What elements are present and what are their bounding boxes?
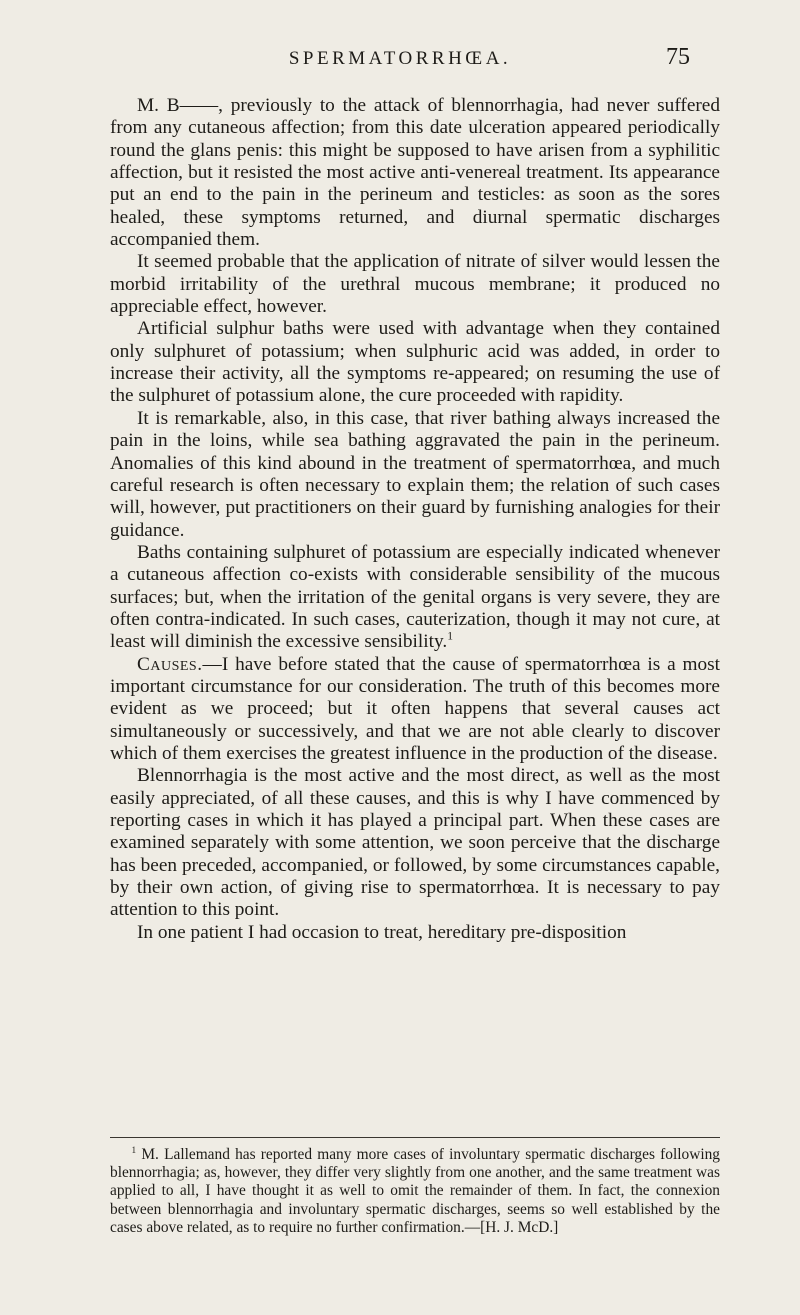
page-header <box>110 44 690 88</box>
running-head: SPERMATORRHŒA. <box>288 48 512 69</box>
footnote-reference: 1 <box>447 629 453 643</box>
footnote-marker: 1 <box>131 1144 137 1155</box>
paragraph <box>110 542 720 654</box>
paragraph: It is remarkable, also, in this case, that river bathing always increased the pain in the loins, while sea bathing aggravated the pain in the perineum. Anomalies of this kind abound in the treatment of spermatorrhœa, and much careful research is often necessary to explain them; the relation of such cases will, however, put practitioners on their guard by furnishing analogies for their guidance. <box>110 407 720 541</box>
paragraph: It seemed probable that the application of nitrate of silver would lessen the morbid irritability of the urethral mucous membrane; it produced no appreciable effect, however. <box>110 251 720 318</box>
paragraph: In one patient I had occasion to treat, hereditary pre-disposition <box>137 921 627 943</box>
main-text <box>110 95 720 944</box>
paragraph: Blennorrhagia is the most active and the most direct, as well as the most easily appreciated, of all these causes, and this is why I have commenced by reporting cases in which it has played a principal part. When these cases are examined separately with some attention, we soon perceive that the discharge has been preceded, accompanied, or followed, by some circumstances capable, by their own action, of giving rise to spermatorrhœa. It is necessary to pay attention to this point. <box>110 765 720 921</box>
paragraph-text: Baths containing sulphuret of potassium are especially indicated whenever a cutaneous affection co-exists with considerable sensibility of the mucous surfaces; but, when the irritation of the genital organs is very severe, they are often contra-indicated. In such cases, cauterization, though it may not cure, at least will diminish the excessive sensibility. <box>110 541 720 653</box>
paragraph-text: —I have before stated that the cause of spermatorrhœa is a most important circumstance for our consideration. The truth of this becomes more evident as we proceed; but it often happens that several causes act simultaneously or successively, and that we are not able clearly to discover which of them exercises the greatest influence in the production of the disease. <box>110 653 720 764</box>
page-number: 75 <box>666 44 690 70</box>
footnote-body: M. Lallemand has reported many more cases of involuntary spermatic discharges following blennorrhagia; as, however, they differ very slightly from one another, and the same treatment was applied to all, I have thought it as well to omit the remainder of them. In fact, the connexion between blennorrhagia and involuntary spermatic discharges, seems so well established by the cases above related, as to require no further confirmation.—[H. J. McD.] <box>110 1146 720 1236</box>
paragraph <box>110 654 720 766</box>
paragraph: Artificial sulphur baths were used with advantage when they contained only sulphuret of potassium; when sulphuric acid was added, in order to increase their activity, all the symptoms re-appeared; on resuming the use of the sulphuret of potassium alone, the cure proceeded with rapidity. <box>110 318 720 407</box>
section-lead: Causes. <box>137 653 203 675</box>
footnote-divider <box>110 1137 720 1138</box>
paragraph: M. B——, previously to the attack of blennorrhagia, had never suffered from any cutaneous affection; from this date ulceration appeared periodically round the glans penis: this might be supposed to have arisen from a syphilitic affection, but it resisted the most active anti-venereal treatment. Its appearance put an end to the pain in the perineum and testicles: as soon as the sores healed, these symptoms returned, and diurnal spermatic discharges accompanied them. <box>110 95 720 251</box>
footnote <box>110 1146 720 1237</box>
footnote-text <box>110 1146 720 1237</box>
